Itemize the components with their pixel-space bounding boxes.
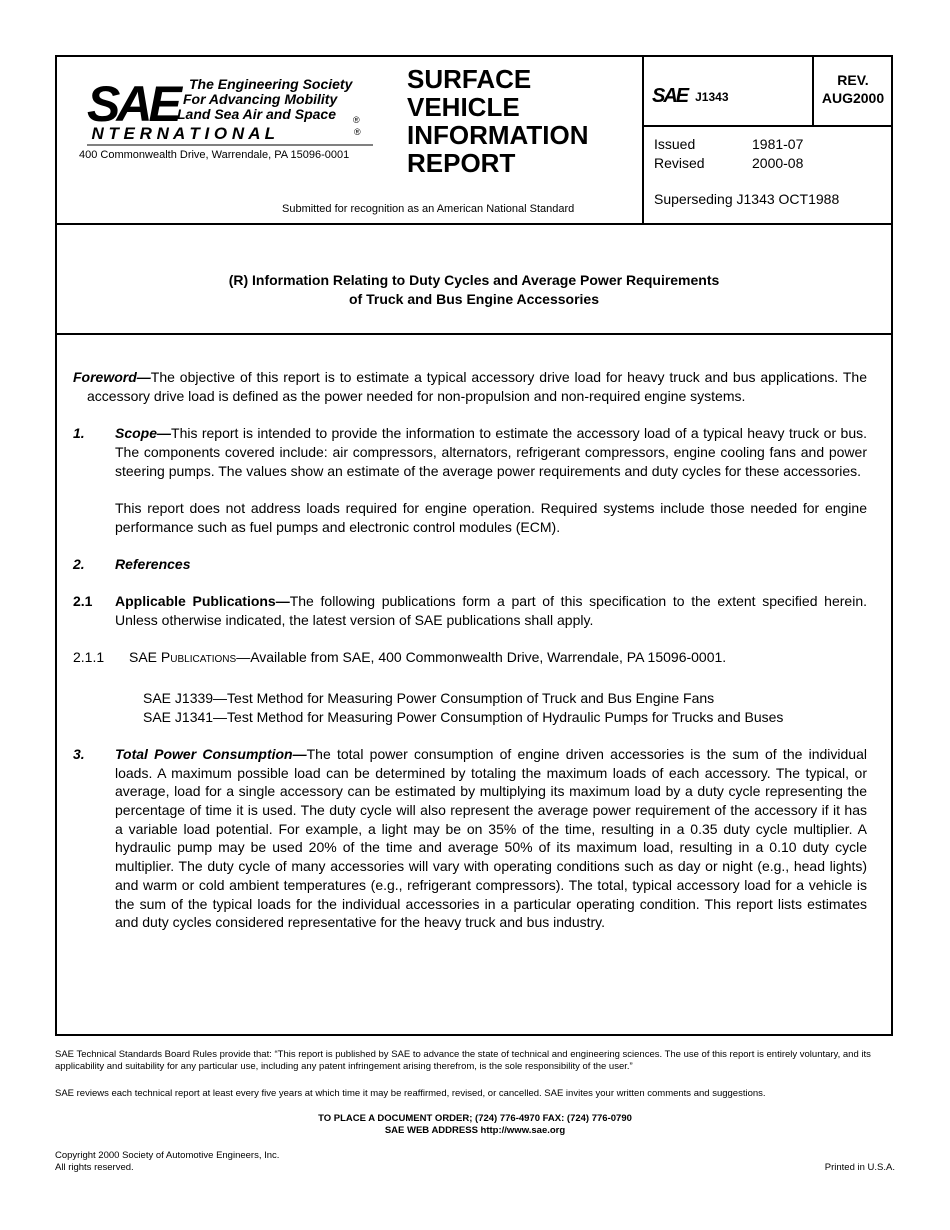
printed-in: Printed in U.S.A. — [824, 1162, 895, 1173]
revised-value: 2000-08 — [752, 155, 804, 171]
section-number: 2.1.1 — [73, 649, 105, 666]
section-heading: Scope— — [115, 425, 172, 442]
copyright: Copyright 2000 Society of Automotive Engineers, Inc. — [55, 1150, 280, 1161]
section-text: This report is intended to provide the information to estimate the accessory load of a typical heavy truck or bus. The components covered include: air compressors, alternators, refrigerant compressors, engine cooling fans and power steering pumps. The values show an estimate of the average power requirements and duty cycles for these accessories. — [115, 425, 867, 479]
registered-mark-2: ® — [354, 127, 361, 137]
section-heading: SAE P — [129, 649, 171, 666]
web-address: SAE WEB ADDRESS http://www.sae.org — [384, 1125, 566, 1136]
sae-small-logo: SAE — [652, 85, 688, 107]
rev-label: REV. — [837, 72, 869, 88]
publication-item: SAE J1339—Test Method for Measuring Power Consumption of Truck and Bus Engine Fans — [143, 689, 715, 706]
section-heading: Total Power Consumption— — [115, 745, 307, 762]
section-2 — [73, 555, 867, 574]
sae-logo-text: SAE — [87, 77, 178, 132]
section-2-1 — [73, 592, 867, 629]
section-number: 3. — [73, 745, 85, 762]
registered-mark: ® — [353, 115, 360, 125]
report-type-line: INFORMATION — [407, 120, 589, 150]
section-number: 2. — [73, 555, 85, 572]
review-note: SAE reviews each technical report at least every five years at which time it may be reaffirmed, revised, or cancelled. SAE invites your written comments and suggestions. — [55, 1088, 766, 1099]
section-heading: References — [115, 555, 191, 572]
org-line-3: Land Sea Air and Space — [177, 106, 336, 122]
rights-reserved: All rights reserved. — [55, 1162, 134, 1173]
header-divider — [57, 223, 891, 225]
superseding: Superseding J1343 OCT1988 — [654, 191, 840, 207]
section-text: The total power consumption of engine driven accessories is the sum of the individual loads. A maximum possible load can be determined by totaling the maximum loads of each accessory. The typical, or average, load for a single accessory can be estimated by multiplying its maximum load by a duty cycle representing the percentage of time it is used. The duty cycle will also represent the average power requirement of the accessory if it has a variable load potential. For example, a light may be on 35% of the time, resulting in a 0.35 duty cycle multiplier. A hydraulic pump may be used 20% of the time and average 50% of its maximum load, resulting in a 0.10 duty cycle multiplier. The duty cycle of many accessories will vary with operating conditions such as day or night (e.g., head lights) and warm or cold ambient temperatures (e.g., refrigerant compressors). The total, typical accessory load for a vehicle is the sum of the typical loads for the individual accessories in a particular operating condition. This report lists estimates and duty cycles considered representative for the heavy truck and bus industry. — [115, 745, 867, 931]
title-divider — [57, 333, 891, 335]
section-text: —Available from SAE, 400 Commonwealth Drive, Warrendale, PA 15096-0001. — [236, 649, 727, 666]
header-column-divider — [642, 57, 644, 223]
report-type — [407, 65, 589, 177]
document-title-line-1: (R) Information Relating to Duty Cycles and Average Power Requirements — [228, 272, 720, 288]
section-number: 2.1 — [73, 593, 93, 610]
foreword-text: The objective of this report is to estimate a typical accessory drive load for heavy truck and bus applications. The accessory drive load is defined as the power needed for non-propulsion and non-required engine systems. — [87, 369, 867, 404]
issue-dates — [654, 135, 803, 173]
org-line-2: For Advancing Mobility — [183, 91, 338, 107]
section-3 — [73, 745, 867, 932]
sae-logo — [87, 77, 397, 147]
section-1 — [73, 424, 867, 536]
report-type-line: VEHICLE — [407, 92, 520, 122]
publication-item: SAE J1341—Test Method for Measuring Power Consumption of Hydraulic Pumps for Trucks and Buses — [143, 708, 784, 725]
revised-label: Revised — [654, 155, 705, 171]
org-line-1: The Engineering Society — [189, 77, 353, 92]
tsb-rules: SAE Technical Standards Board Rules provide that: “This report is published by SAE to advance the state of technical and engineering sciences. The use of this report is entirely voluntary, and its applicability and suitability for any particular use, including any patent infringement arising therefrom, is the sole responsibility of the user.” — [55, 1049, 871, 1072]
section-text: This report does not address loads required for engine operation. Required systems include those needed for engine performance such as fuel pumps and electronic control modules (ECM). — [115, 499, 867, 535]
document-number: J1343 — [695, 89, 729, 104]
document-title — [57, 271, 891, 309]
section-heading: Applicable Publications— — [115, 593, 290, 610]
document-frame — [55, 55, 893, 1036]
rev-value: AUG2000 — [821, 90, 885, 106]
section-text: The following publications form a part of this specification to the extent specified herein. Unless otherwise indicated, the latest version of SAE publications shall apply. — [115, 593, 867, 629]
issued-label: Issued — [654, 136, 696, 152]
org-address: 400 Commonwealth Drive, Warrendale, PA 15096-0001 — [79, 149, 350, 161]
document-title-line-2: of Truck and Bus Engine Accessories — [348, 291, 599, 307]
report-type-line: REPORT — [407, 148, 516, 178]
docid-divider — [642, 125, 893, 127]
section-heading-smallcaps: UBLICATIONS — [170, 654, 237, 666]
international-wordmark: I N T E R N A T I O N A L — [87, 124, 275, 143]
report-type-line: SURFACE — [407, 64, 532, 94]
ansi-note: Submitted for recognition as an American National Standard — [282, 203, 575, 215]
issued-value: 1981-07 — [752, 136, 804, 152]
order-info: TO PLACE A DOCUMENT ORDER; (724) 776-4970 FAX: (724) 776-0790 — [318, 1113, 632, 1124]
section-number: 1. — [73, 425, 85, 442]
document-id — [652, 85, 729, 108]
section-2-1-1 — [73, 648, 867, 726]
sae-logo-mark — [87, 77, 397, 147]
report-body — [73, 368, 867, 932]
foreword — [73, 368, 867, 405]
revision-box — [813, 71, 893, 107]
foreword-heading: Foreword— — [73, 369, 151, 385]
